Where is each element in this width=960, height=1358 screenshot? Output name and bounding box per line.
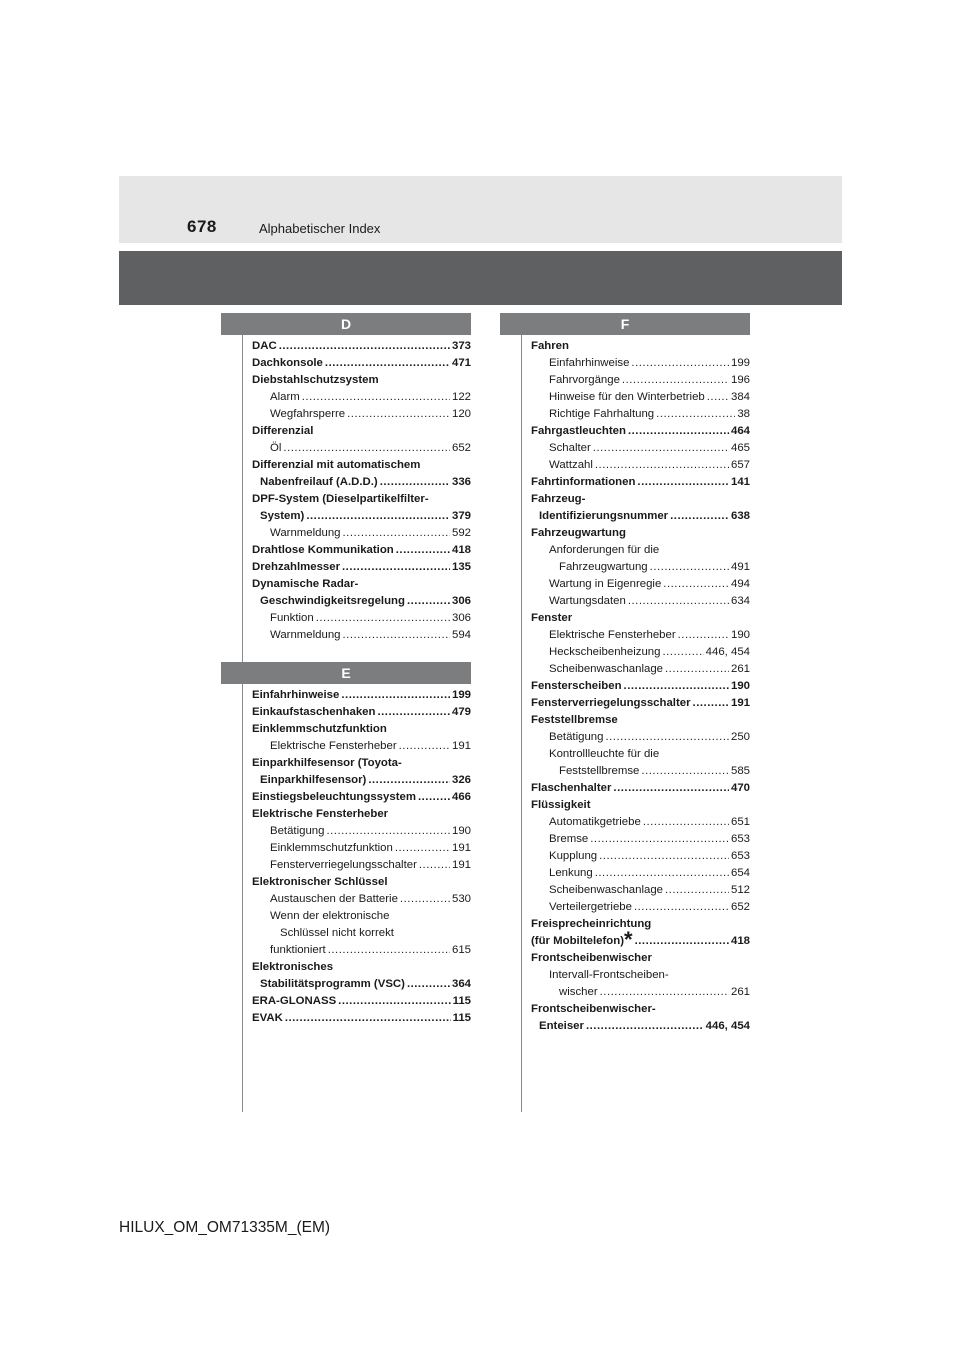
entry-term: Anforderungen für die <box>549 544 660 556</box>
column-rule-left <box>242 335 243 1112</box>
index-entry <box>252 908 471 925</box>
entry-page-ref[interactable]: 141 <box>730 476 750 488</box>
entry-term: Frontscheibenwischer- <box>531 1003 656 1015</box>
entry-term: Elektrische Fensterheber <box>252 808 389 820</box>
index-entry <box>531 508 750 525</box>
entry-term: Kupplung <box>549 850 598 862</box>
dot-leader <box>634 899 729 916</box>
index-entry <box>252 1010 471 1027</box>
entry-page-ref[interactable]: 491 <box>730 561 750 573</box>
entry-term: DAC <box>252 340 277 352</box>
entry-term: Einkaufstaschenhaken <box>252 706 376 718</box>
entry-page-ref[interactable]: 657 <box>730 459 750 471</box>
index-entry <box>252 772 471 789</box>
entry-term: Einparkhilfesensor) <box>260 774 367 786</box>
dot-leader <box>613 780 729 797</box>
entry-page-ref[interactable]: 634 <box>730 595 750 607</box>
entry-term: System) <box>260 510 305 522</box>
dot-leader <box>377 704 450 721</box>
entry-page-ref[interactable]: 135 <box>451 561 471 573</box>
index-entry <box>252 874 471 891</box>
index-entry: (für Mobiltelefon) * ..... 418 <box>531 933 750 950</box>
index-entry <box>531 406 750 423</box>
letter-header-d: D <box>221 313 471 335</box>
entry-page-ref[interactable]: 190 <box>451 825 471 837</box>
entry-term: EVAK <box>252 1012 283 1024</box>
entry-term: Fahrvorgänge <box>549 374 620 386</box>
entry-page-ref[interactable]: 651 <box>730 816 750 828</box>
index-entry <box>252 576 471 593</box>
dot-leader <box>279 338 450 355</box>
index-entry <box>252 389 471 406</box>
index-entry <box>252 474 471 491</box>
dot-leader <box>595 865 729 882</box>
entry-term: Fahren <box>531 340 569 352</box>
dot-leader <box>622 372 729 389</box>
header-dark-band <box>119 251 842 305</box>
index-entry <box>531 372 750 389</box>
entry-page-ref[interactable]: 379 <box>451 510 471 522</box>
entry-term: Dynamische Radar- <box>252 578 359 590</box>
entry-term: funktioniert <box>270 944 326 956</box>
entry-page-ref[interactable]: 190 <box>730 629 750 641</box>
index-entry <box>252 721 471 738</box>
dot-leader <box>343 525 450 542</box>
index-entry <box>531 474 750 491</box>
entry-page-ref[interactable]: 652 <box>451 442 471 454</box>
entry-term: Elektronisches <box>252 961 334 973</box>
index-entry <box>531 882 750 899</box>
entry-term: Einklemmschutzfunktion <box>252 723 387 735</box>
dot-leader <box>395 840 450 857</box>
dot-leader <box>285 1010 451 1027</box>
entry-term: Intervall-Frontscheiben- <box>549 969 669 981</box>
entry-page-ref[interactable]: 471 <box>451 357 471 369</box>
index-entry <box>252 372 471 389</box>
entry-term: Lenkung <box>549 867 593 879</box>
header-band <box>119 176 842 243</box>
entry-page-ref[interactable]: 250 <box>730 731 750 743</box>
dot-leader <box>600 984 729 1001</box>
entry-page-ref[interactable]: 38 <box>737 408 750 420</box>
dot-leader <box>628 593 729 610</box>
index-entry <box>252 406 471 423</box>
dot-leader <box>347 406 450 423</box>
index-entry <box>531 661 750 678</box>
index-entry <box>252 806 471 823</box>
entry-page-ref[interactable]: 470 <box>730 782 750 794</box>
index-entry <box>531 389 750 406</box>
entry-term: Heckscheibenheizung <box>549 646 661 658</box>
index-entry <box>252 355 471 372</box>
dot-leader <box>665 882 729 899</box>
dot-leader <box>670 508 729 525</box>
index-entry <box>252 959 471 976</box>
entry-term: Identifizierungsnummer <box>539 510 669 522</box>
entry-page-ref[interactable]: 418 <box>730 935 750 947</box>
entry-term: Schlüssel nicht korrekt <box>280 927 394 939</box>
entry-page-ref[interactable]: 196 <box>730 374 750 386</box>
dot-leader <box>624 678 729 695</box>
index-entry <box>531 593 750 610</box>
entry-page-ref[interactable]: 446, 454 <box>705 1020 750 1032</box>
dot-leader <box>407 593 450 610</box>
entry-term: Flaschenhalter <box>531 782 612 794</box>
index-entry <box>252 738 471 755</box>
entry-term: Diebstahlschutzsystem <box>252 374 379 386</box>
dot-leader <box>707 389 729 406</box>
dot-leader <box>326 823 450 840</box>
entry-term: Wegfahrsperre <box>270 408 346 420</box>
entry-page-ref[interactable]: 466 <box>451 791 471 803</box>
dot-leader <box>637 474 729 491</box>
entry-term: Betätigung <box>270 825 325 837</box>
entry-page-ref[interactable]: 261 <box>730 986 750 998</box>
entry-term: Einfahrhinweise <box>252 689 340 701</box>
dot-leader <box>302 389 450 406</box>
entry-term: Wartung in Eigenregie <box>549 578 662 590</box>
index-entry <box>531 355 750 372</box>
entry-term: Frontscheibenwischer <box>531 952 652 964</box>
entry-term: Feststellbremse <box>559 765 640 777</box>
entry-term: wischer <box>559 986 598 998</box>
letter-header-e: E <box>221 662 471 684</box>
entry-term: Fahrzeug- <box>531 493 586 505</box>
dot-leader <box>665 661 729 678</box>
dot-leader <box>419 857 450 874</box>
index-entry <box>531 525 750 542</box>
index-entry <box>531 440 750 457</box>
index-entry <box>531 848 750 865</box>
entry-term: Einklemmschutzfunktion <box>270 842 393 854</box>
dot-leader <box>338 993 450 1010</box>
entry-term: Verteilergetriebe <box>549 901 632 913</box>
index-list-f <box>531 338 750 1035</box>
index-entry <box>252 704 471 721</box>
entry-term: Funktion <box>270 612 314 624</box>
entry-term: (für Mobiltelefon) <box>531 935 625 947</box>
entry-term: Alarm <box>270 391 300 403</box>
index-entry <box>531 576 750 593</box>
index-entry <box>531 814 750 831</box>
index-entry <box>252 440 471 457</box>
index-entry <box>252 508 471 525</box>
entry-page-ref[interactable]: 653 <box>730 833 750 845</box>
dot-leader <box>400 891 450 908</box>
entry-term: Wattzahl <box>549 459 593 471</box>
entry-term: Warnmeldung <box>270 527 341 539</box>
document-code: HILUX_OM_OM71335M_(EM) <box>119 1219 331 1236</box>
entry-page-ref[interactable]: 326 <box>451 774 471 786</box>
index-entry <box>531 627 750 644</box>
column-rule-right <box>521 335 522 1112</box>
entry-page-ref[interactable]: 199 <box>730 357 750 369</box>
entry-page-ref[interactable]: 115 <box>452 1012 471 1024</box>
dot-leader <box>316 610 450 627</box>
entry-term: Scheibenwaschanlage <box>549 663 663 675</box>
dot-leader <box>643 814 729 831</box>
dot-leader <box>595 457 729 474</box>
dot-leader <box>328 942 450 959</box>
dot-leader <box>678 627 729 644</box>
entry-term: Richtige Fahrhaltung <box>549 408 655 420</box>
entry-page-ref[interactable]: 336 <box>451 476 471 488</box>
index-entry <box>531 950 750 967</box>
index-entry <box>252 687 471 704</box>
index-entry <box>252 542 471 559</box>
dot-leader <box>343 627 450 644</box>
entry-page-ref[interactable]: 191 <box>451 842 471 854</box>
index-entry <box>531 338 750 355</box>
index-entry <box>531 916 750 933</box>
entry-term: Schalter <box>549 442 591 454</box>
dot-leader <box>407 976 450 993</box>
entry-term: Einparkhilfesensor (Toyota- <box>252 757 402 769</box>
index-entry <box>531 644 750 661</box>
dot-leader <box>380 474 450 491</box>
index-entry <box>252 423 471 440</box>
entry-page-ref[interactable]: 199 <box>451 689 471 701</box>
dot-leader <box>662 644 703 661</box>
dot-leader <box>635 933 729 950</box>
index-entry <box>252 993 471 1010</box>
entry-page-ref[interactable]: 512 <box>730 884 750 896</box>
entry-page-ref[interactable]: 418 <box>451 544 471 556</box>
dot-leader <box>641 763 729 780</box>
entry-term: Drehzahlmesser <box>252 561 341 573</box>
entry-term: Warnmeldung <box>270 629 341 641</box>
index-entry <box>252 525 471 542</box>
index-entry <box>531 678 750 695</box>
entry-term: Elektrische Fensterheber <box>270 740 397 752</box>
entry-page-ref[interactable]: 594 <box>451 629 471 641</box>
entry-term: Stabilitätsprogramm (VSC) <box>260 978 405 990</box>
entry-term: Elektrische Fensterheber <box>549 629 676 641</box>
entry-page-ref[interactable]: 653 <box>730 850 750 862</box>
entry-term: Fensterverriegelungsschalter <box>270 859 417 871</box>
section-title: Alphabetischer Index <box>259 221 381 236</box>
entry-term: Enteiser <box>539 1020 584 1032</box>
dot-leader <box>396 542 450 559</box>
entry-term: Fenster <box>531 612 573 624</box>
index-entry <box>252 789 471 806</box>
entry-term: Hinweise für den Winterbetrieb <box>549 391 705 403</box>
index-list-e <box>252 687 471 1027</box>
dot-leader <box>418 789 450 806</box>
entry-term: Austauschen der Batterie <box>270 893 398 905</box>
dot-leader <box>693 695 729 712</box>
index-list-d <box>252 338 471 644</box>
index-entry <box>531 984 750 1001</box>
entry-page-ref[interactable]: 191 <box>730 697 750 709</box>
entry-term: Wenn der elektronische <box>270 910 390 922</box>
dot-leader <box>650 559 729 576</box>
dot-leader <box>628 423 729 440</box>
dot-leader <box>605 729 729 746</box>
entry-page-ref[interactable]: 592 <box>451 527 471 539</box>
entry-page-ref[interactable]: 464 <box>730 425 750 437</box>
entry-term: Kontrollleuchte für die <box>549 748 660 760</box>
entry-term: DPF-System (Dieselpartikelfilter- <box>252 493 429 505</box>
entry-page-ref[interactable]: 530 <box>451 893 471 905</box>
entry-page-ref[interactable]: 261 <box>730 663 750 675</box>
entry-term: Fahrzeugwartung <box>531 527 626 539</box>
entry-term: Differenzial <box>252 425 314 437</box>
index-entry <box>531 763 750 780</box>
dot-leader <box>590 831 729 848</box>
dot-leader <box>399 738 450 755</box>
index-entry <box>531 610 750 627</box>
dot-leader <box>599 848 729 865</box>
dot-leader <box>342 559 450 576</box>
entry-term: Fahrgastleuchten <box>531 425 626 437</box>
entry-page-ref[interactable]: 191 <box>451 740 471 752</box>
entry-term: Flüssigkeit <box>531 799 591 811</box>
index-entry <box>531 899 750 916</box>
entry-term: Einfahrhinweise <box>549 357 630 369</box>
entry-page-ref[interactable]: 652 <box>730 901 750 913</box>
index-entry <box>531 491 750 508</box>
index-entry <box>252 559 471 576</box>
entry-page-ref[interactable]: 306 <box>451 612 471 624</box>
entry-page-ref[interactable]: 190 <box>730 680 750 692</box>
index-entry <box>531 967 750 984</box>
index-entry <box>252 891 471 908</box>
entry-page-ref[interactable]: 120 <box>451 408 471 420</box>
entry-page-ref[interactable]: 122 <box>451 391 471 403</box>
index-entry <box>531 797 750 814</box>
entry-page-ref[interactable]: 191 <box>451 859 471 871</box>
entry-term: Fensterscheiben <box>531 680 622 692</box>
dot-leader <box>283 440 450 457</box>
index-entry <box>531 542 750 559</box>
entry-term: Betätigung <box>549 731 604 743</box>
entry-page-ref[interactable]: 446, 454 <box>705 646 750 658</box>
index-entry <box>252 457 471 474</box>
index-entry <box>531 780 750 797</box>
entry-page-ref[interactable]: 115 <box>452 995 471 1007</box>
index-entry <box>531 746 750 763</box>
index-entry <box>252 942 471 959</box>
letter-header-f: F <box>500 313 750 335</box>
entry-term: Öl <box>270 442 282 454</box>
index-entry <box>531 1018 750 1035</box>
index-entry <box>531 457 750 474</box>
page-number: 678 <box>187 217 217 236</box>
entry-page-ref[interactable]: 364 <box>451 978 471 990</box>
entry-page-ref[interactable]: 384 <box>730 391 750 403</box>
entry-term: Automatikgetriebe <box>549 816 641 828</box>
entry-page-ref[interactable]: 479 <box>451 706 471 718</box>
index-entry <box>252 491 471 508</box>
entry-term: Freisprecheinrichtung <box>531 918 652 930</box>
entry-term: Elektronischer Schlüssel <box>252 876 388 888</box>
entry-term: Wartungsdaten <box>549 595 626 607</box>
index-entry <box>252 976 471 993</box>
index-entry <box>252 755 471 772</box>
index-entry <box>531 865 750 882</box>
index-entry <box>252 840 471 857</box>
dot-leader <box>306 508 450 525</box>
entry-term: Scheibenwaschanlage <box>549 884 663 896</box>
index-entry <box>531 729 750 746</box>
index-entry <box>531 423 750 440</box>
entry-term: Fahrtinformationen <box>531 476 636 488</box>
entry-term: Drahtlose Kommunikation <box>252 544 394 556</box>
entry-page-ref[interactable]: 373 <box>451 340 471 352</box>
entry-term: Bremse <box>549 833 589 845</box>
entry-page-ref[interactable]: 615 <box>451 944 471 956</box>
index-entry <box>531 695 750 712</box>
entry-term: Dachkonsole <box>252 357 323 369</box>
entry-term: Fahrzeugwartung <box>559 561 648 573</box>
dot-leader <box>325 355 450 372</box>
index-entry <box>531 559 750 576</box>
index-entry <box>252 925 471 942</box>
dot-leader <box>586 1018 704 1035</box>
index-entry <box>531 712 750 729</box>
entry-page-ref[interactable]: 465 <box>730 442 750 454</box>
entry-page-ref[interactable]: 494 <box>730 578 750 590</box>
dot-leader <box>663 576 729 593</box>
index-entry <box>252 823 471 840</box>
entry-term: Fensterverriegelungsschalter <box>531 697 691 709</box>
index-entry <box>252 593 471 610</box>
entry-term: ERA-GLONASS <box>252 995 337 1007</box>
dot-leader <box>341 687 450 704</box>
index-entry <box>252 627 471 644</box>
entry-page-ref[interactable]: 306 <box>451 595 471 607</box>
entry-term: Differenzial mit automatischem <box>252 459 421 471</box>
dot-leader <box>368 772 450 789</box>
entry-term: Feststellbremse <box>531 714 618 726</box>
entry-term: Geschwindigkeitsregelung <box>260 595 405 607</box>
entry-page-ref[interactable]: 654 <box>730 867 750 879</box>
entry-term: Nabenfreilauf (A.D.D.) <box>260 476 378 488</box>
index-entry <box>531 831 750 848</box>
index-entry <box>531 1001 750 1018</box>
index-entry <box>252 857 471 874</box>
entry-page-ref[interactable]: 585 <box>730 765 750 777</box>
dot-leader <box>631 355 729 372</box>
index-entry <box>252 610 471 627</box>
index-entry <box>252 338 471 355</box>
entry-page-ref[interactable]: 638 <box>730 510 750 522</box>
entry-term: Einstiegsbeleuchtungssystem <box>252 791 416 803</box>
dot-leader <box>656 406 735 423</box>
dot-leader <box>593 440 729 457</box>
